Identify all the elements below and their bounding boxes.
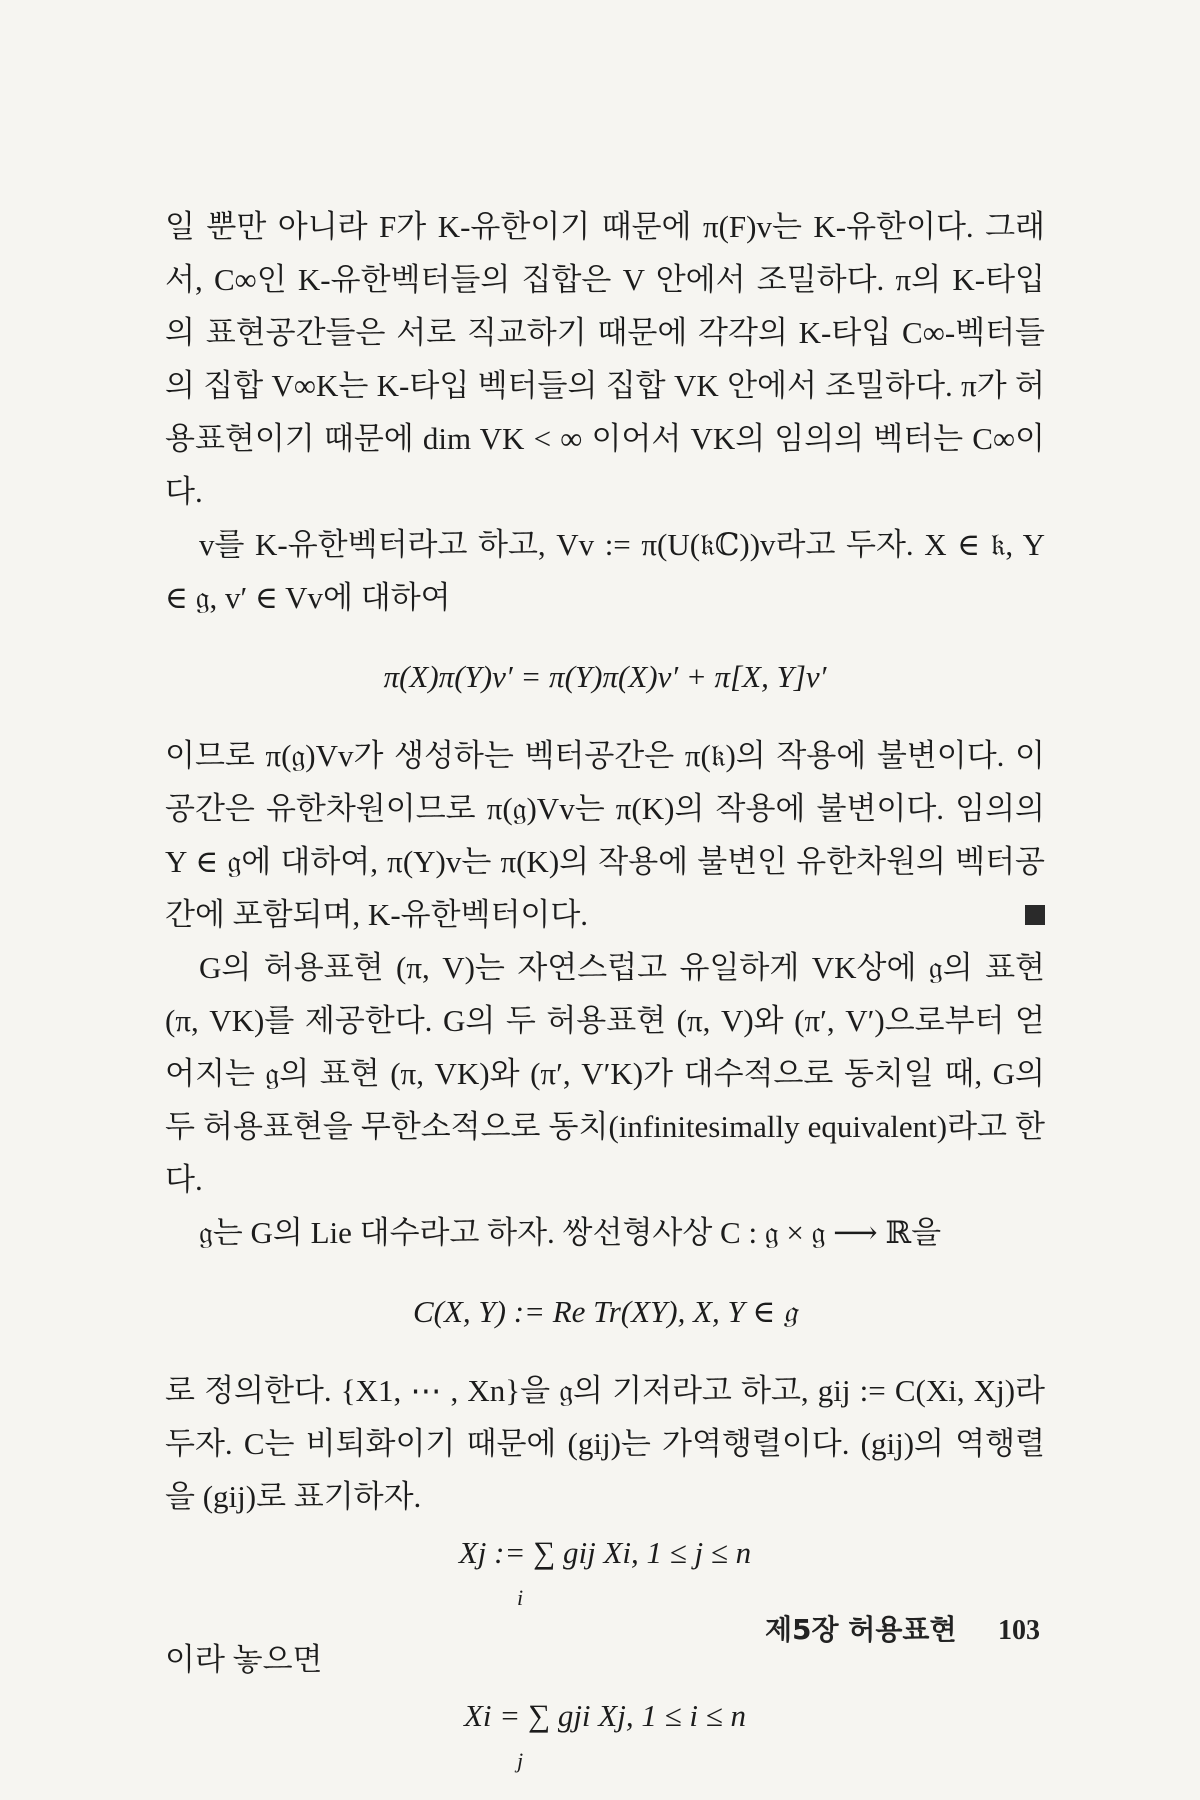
equation-commutator: π(X)π(Y)v′ = π(Y)π(X)v′ + π[X, Y]v′: [383, 659, 827, 694]
chapter-title: 제5장 허용표현: [764, 1613, 957, 1646]
qed-square-icon: [1025, 905, 1045, 925]
equation-basis-inverse-main: Xi = ∑ gji Xj, 1 ≤ i ≤ n: [464, 1698, 746, 1733]
paragraph-2: v를 K-유한벡터라고 하고, Vv := π(U(𝔨ℂ))v라고 두자. X ∈ 𝔨, Y ∈ 𝔤, v′ ∈ Vv에 대하여: [165, 527, 1045, 615]
paragraph-6: 로 정의한다. {X1, ⋯ , Xn}을 𝔤의 기저라고 하고, gij := C(Xi, Xj)라 두자. C는 비퇴화이기 때문에 (gij)는 가역행렬이다. (gij)의 역행렬을 (gij)로 표기하자.: [165, 1373, 1045, 1514]
paragraph-5: 𝔤는 G의 Lie 대수라고 하자. 쌍선형사상 C : 𝔤 × 𝔤 ⟶ ℝ을: [199, 1215, 942, 1250]
equation-dual-basis-main: Xj := ∑ gij Xi, 1 ≤ j ≤ n: [458, 1535, 752, 1570]
paragraph-1: 일 뿐만 아니라 F가 K-유한이기 때문에 π(F)v는 K-유한이다. 그래서, C∞인 K-유한벡터들의 집합은 V 안에서 조밀하다. π의 K-타입의 표현공간들은 서로 직교하기 때문에 각각의 K-타입 C∞-벡터들의 집합 V∞K는 K-타입 벡터들의 집합 VK 안에서 조밀하다. π가 허용표현이기 때문에 dim VK < ∞ 이어서 VK의 임의의 벡터는 C∞이다.: [165, 209, 1045, 509]
page-number: 103: [998, 1615, 1040, 1646]
paragraph-4: G의 허용표현 (π, V)는 자연스럽고 유일하게 VK상에 𝔤의 표현 (π, VK)를 제공한다. G의 두 허용표현 (π, V)와 (π′, V′)으로부터 얻어지는 𝔤의 표현 (π, VK)와 (π′, V′K)가 대수적으로 동치일 때, G의 두 허용표현을 무한소적으로 동치(infinitesimally equivalent)라고 한다.: [165, 950, 1045, 1197]
equation-basis-inverse-index: j: [517, 1748, 524, 1773]
paragraph-3: 이므로 π(𝔤)Vv가 생성하는 벡터공간은 π(𝔨)의 작용에 불변이다. 이 공간은 유한차원이므로 π(𝔤)Vv는 π(K)의 작용에 불변이다. 임의의 Y ∈ 𝔤에 대하여, π(Y)v는 π(K)의 작용에 불변인 유한차원의 벡터공간에 포함되며, K-유한벡터이다.: [165, 738, 1045, 932]
body-text: [165, 200, 1045, 1796]
equation-dual-basis-index: i: [517, 1585, 524, 1610]
page-footer: [765, 1608, 1040, 1648]
paragraph-3-block: [165, 729, 1045, 941]
equation-basis-inverse: [165, 1686, 1045, 1796]
paragraph-7: 이라 놓으면: [165, 1642, 323, 1677]
equation-bilinear-form: C(X, Y) := Re Tr(XY), X, Y ∈ 𝔤: [412, 1294, 798, 1329]
